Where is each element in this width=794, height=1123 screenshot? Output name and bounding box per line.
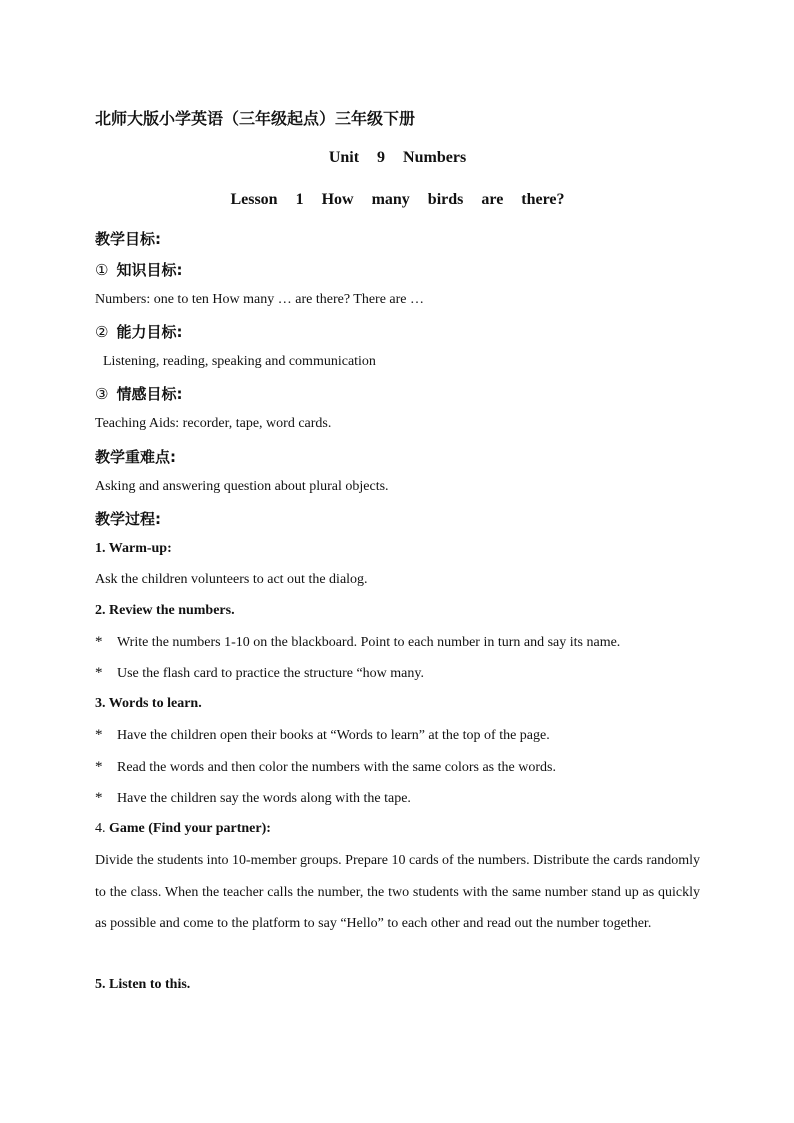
star-bullet-icon: *	[95, 634, 103, 650]
list-item	[95, 759, 556, 776]
circled-two-marker: ②	[95, 323, 109, 341]
star-bullet-icon: *	[95, 790, 103, 806]
step2-title: 2. Review the numbers.	[95, 603, 235, 618]
unit-title: Unit 9 Numbers	[328, 149, 467, 166]
step5-title: 5. Listen to this.	[95, 977, 191, 992]
star-bullet-icon: *	[95, 665, 103, 681]
step4-title-text: Game (Find your partner):	[109, 821, 271, 836]
step4-title	[95, 821, 271, 837]
bullet-text: Write the numbers 1-10 on the blackboard. Point to each number in turn and say its name.	[117, 635, 621, 650]
list-item	[95, 727, 550, 744]
circled-three-marker: ③	[95, 385, 109, 403]
step3-title: 3. Words to learn.	[95, 696, 202, 711]
teaching-aids-text: Teaching Aids: recorder, tape, word cards.	[95, 416, 332, 431]
step4-number: 4.	[95, 821, 109, 836]
step4-text: Divide the students into 10-member groups. Prepare 10 cards of the numbers. Distribute the cards randomly to the class. When the teacher calls the number, the two students with the same number stand up as quickly as possible and come to the platform to say “Hello” to each other and read out the number together.	[95, 853, 700, 931]
bullet-text: Have the children say the words along with the tape.	[117, 791, 411, 806]
difficulty-text: Asking and answering question about plural objects.	[95, 479, 389, 494]
star-bullet-icon: *	[95, 727, 103, 743]
ability-objective-heading	[95, 321, 182, 342]
list-item	[95, 634, 620, 651]
list-item	[95, 665, 424, 682]
knowledge-objective-label: 知识目标:	[116, 261, 183, 279]
ability-objective-label: 能力目标:	[116, 323, 183, 341]
circled-one-marker: ①	[95, 261, 109, 279]
difficulty-heading: 教学重难点:	[95, 448, 176, 466]
process-heading: 教学过程:	[95, 510, 161, 528]
book-title: 北师大版小学英语（三年级起点）三年级下册	[95, 109, 416, 128]
objectives-heading: 教学目标:	[95, 230, 161, 248]
step1-text: Ask the children volunteers to act out the dialog.	[95, 572, 368, 587]
knowledge-objective-text: Numbers: one to ten How many … are there? There are …	[95, 292, 425, 307]
knowledge-objective-heading	[95, 259, 182, 280]
ability-objective-text: Listening, reading, speaking and communication	[103, 354, 376, 369]
list-item	[95, 790, 411, 807]
bullet-text: Have the children open their books at “Words to learn” at the top of the page.	[117, 728, 550, 743]
emotion-objective-label: 情感目标:	[116, 385, 183, 403]
step1-title: 1. Warm-up:	[95, 541, 172, 556]
star-bullet-icon: *	[95, 759, 103, 775]
emotion-objective-heading	[95, 383, 182, 404]
bullet-text: Read the words and then color the numbers with the same colors as the words.	[117, 760, 556, 775]
bullet-text: Use the flash card to practice the structure “how many.	[117, 666, 424, 681]
lesson-title: Lesson 1 How many birds are there?	[230, 191, 565, 208]
